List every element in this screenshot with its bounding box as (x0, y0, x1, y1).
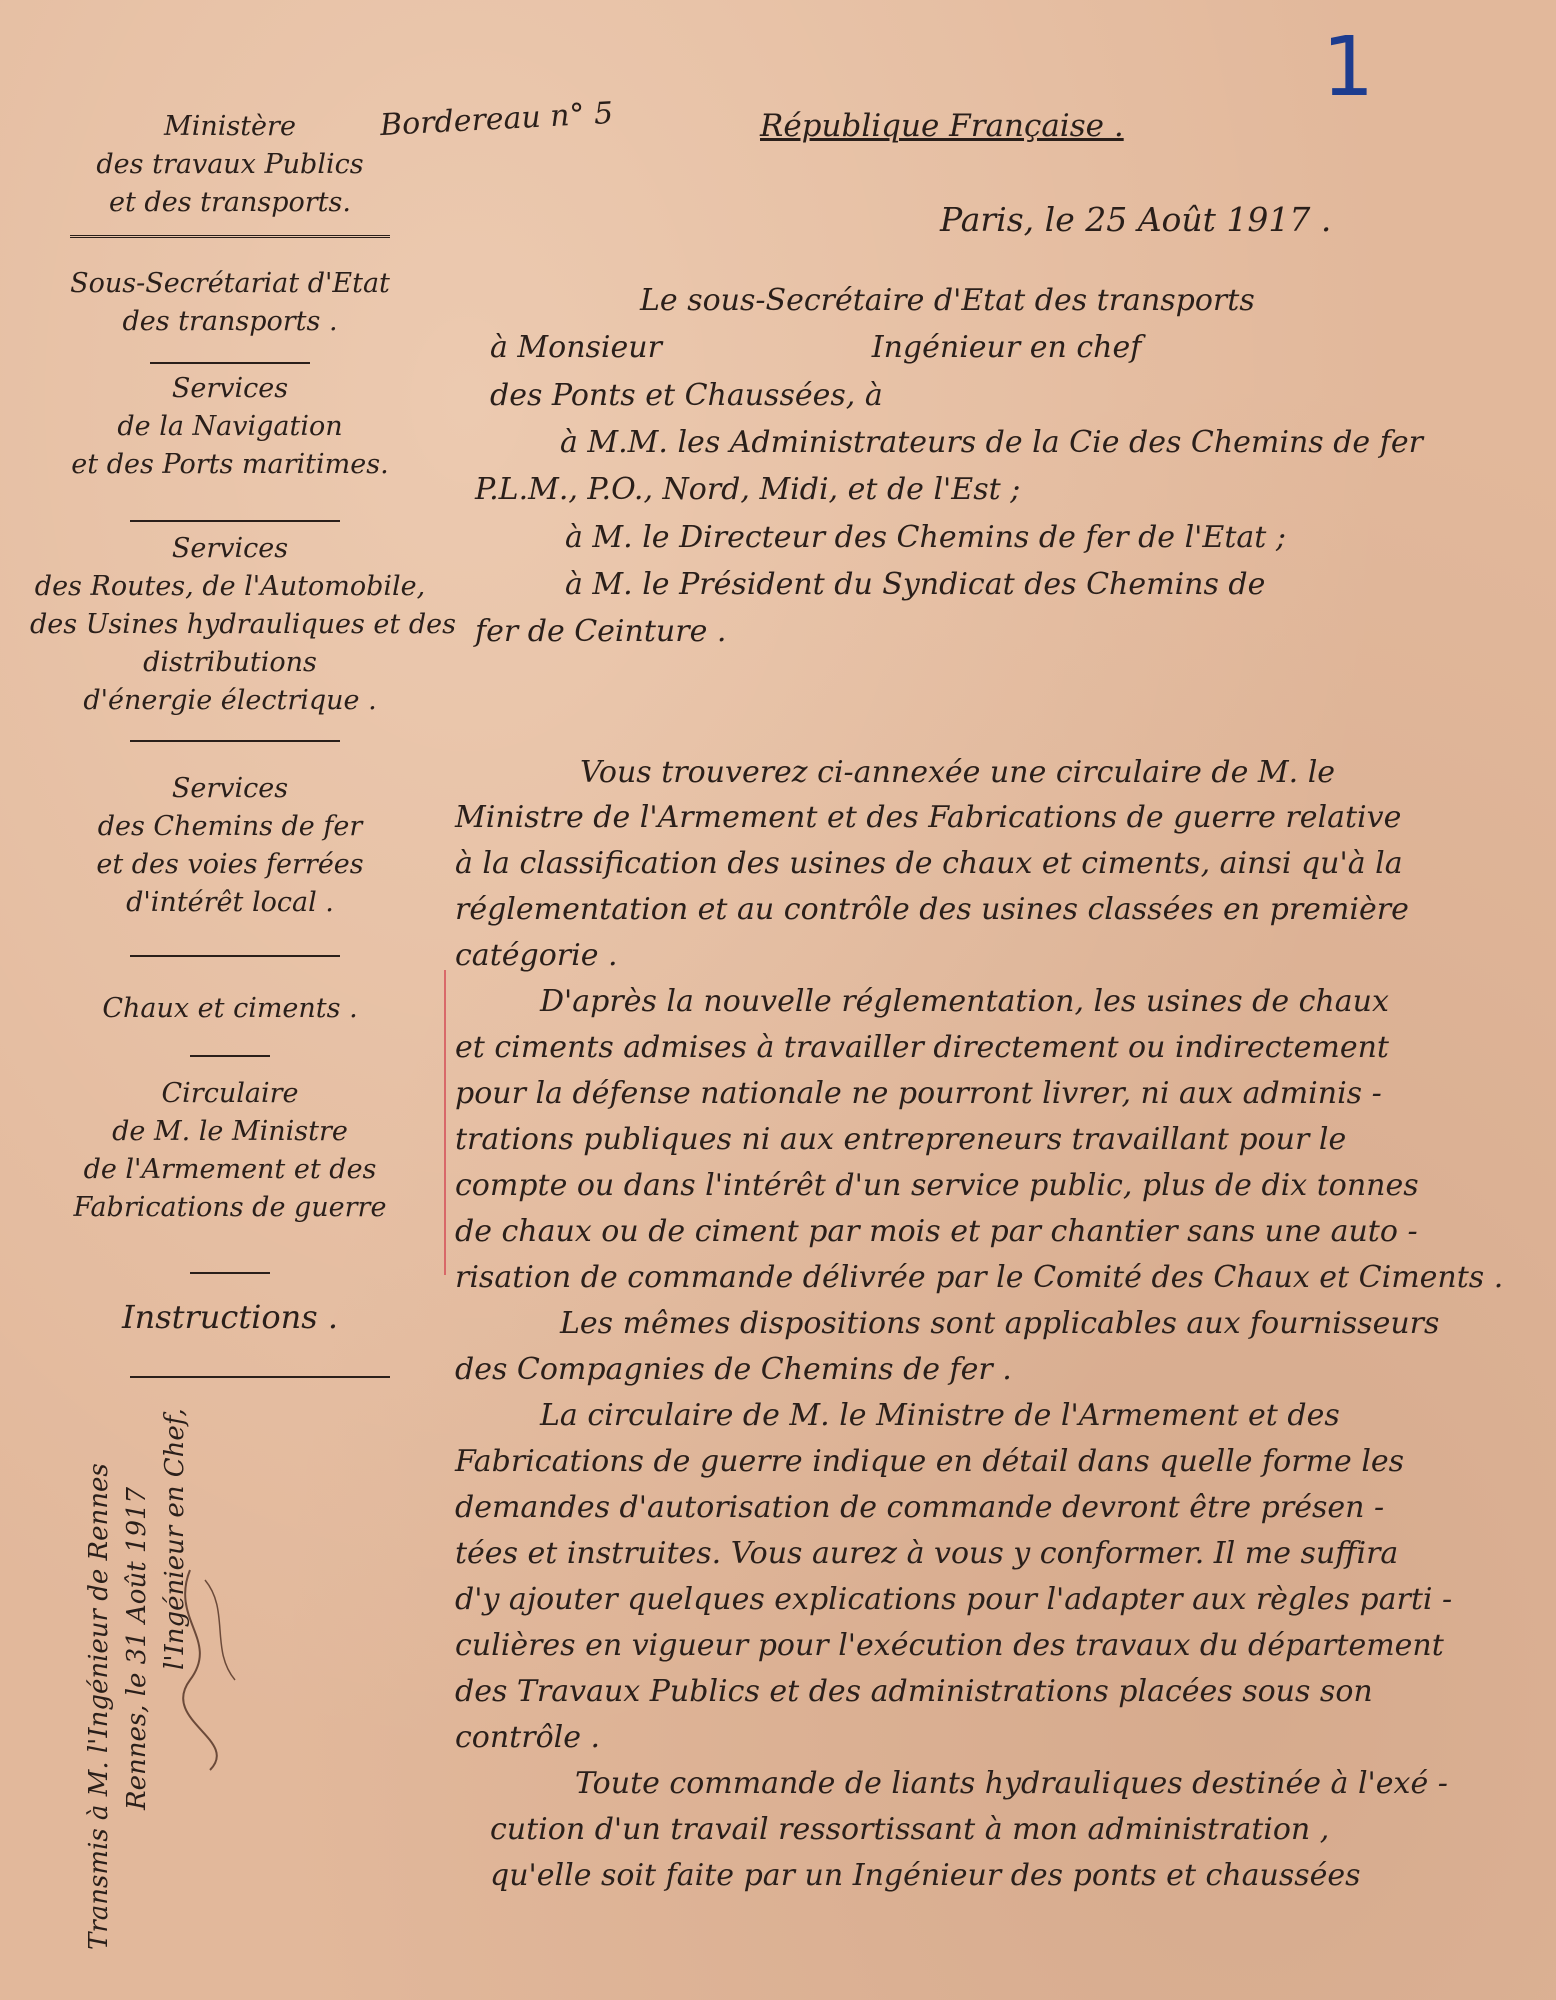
body-line: compte ou dans l'intérêt d'un service public, plus de dix tonnes (455, 1168, 1419, 1203)
address-line: à M.M. les Administrateurs de la Cie des Chemins de fer (560, 425, 1423, 460)
body-line: trations publiques ni aux entrepreneurs travaillant pour le (455, 1122, 1347, 1157)
margin-note-line: l'Ingénieur en Chef, (160, 1408, 190, 1670)
body-line: des Compagnies de Chemins de fer . (455, 1352, 1012, 1387)
services-line: et des Ports maritimes. (71, 449, 389, 480)
signature-mark (150, 1560, 270, 1780)
services-line: de la Navigation (117, 411, 343, 442)
services-line: d'intérêt local . (126, 887, 334, 918)
sous-secretariat (30, 265, 430, 341)
services-line: des Routes, de l'Automobile, (34, 571, 426, 602)
services-line: d'énergie électrique . (83, 685, 377, 716)
services-line: distributions (143, 647, 317, 678)
divider (190, 1272, 270, 1274)
body-line: Ministre de l'Armement et des Fabrications de guerre relative (455, 800, 1402, 835)
divider (130, 520, 340, 522)
body-line: Toute commande de liants hydrauliques destinée à l'exé - (575, 1766, 1448, 1801)
ministry-line: des travaux Publics (96, 149, 364, 180)
divider (70, 235, 390, 242)
services-line: Services (171, 773, 289, 804)
body-line: d'y ajouter quelques explications pour l'adapter aux règles parti - (455, 1582, 1453, 1617)
margin-note-line: Rennes, le 31 Août 1917 (122, 1486, 152, 1810)
services-line: et des voies ferrées (96, 849, 364, 880)
address-line: à Monsieur Ingénieur en chef (490, 330, 1142, 365)
ministry-line: Ministère (164, 111, 296, 142)
divider (130, 740, 340, 742)
body-line: réglementation et au contrôle des usines classées en première (455, 892, 1409, 927)
republique-header: République Française . (760, 108, 1124, 144)
ministry-line: et des transports. (109, 187, 351, 218)
body-line: contrôle . (455, 1720, 601, 1755)
address-line: P.L.M., P.O., Nord, Midi, et de l'Est ; (475, 472, 1021, 507)
red-margin-mark (444, 970, 446, 1275)
divider (130, 1376, 390, 1378)
circulaire-reference (30, 1075, 430, 1227)
services-routes (30, 530, 456, 720)
margin-note-line: Transmis à M. l'Ingénieur de Rennes (84, 1463, 114, 1950)
divider (190, 1055, 270, 1057)
body-line: Fabrications de guerre indique en détail dans quelle forme les (455, 1444, 1405, 1479)
circulaire-line: Circulaire (161, 1078, 299, 1109)
body-line: risation de commande délivrée par le Comité des Chaux et Ciments . (455, 1260, 1504, 1295)
body-line: tées et instruites. Vous aurez à vous y conformer. Il me suffira (455, 1536, 1399, 1571)
address-line: à M. le Président du Syndicat des Chemins de (565, 567, 1266, 602)
body-line: à la classification des usines de chaux et ciments, ainsi qu'à la (455, 846, 1403, 881)
instructions-label: Instructions . (121, 1298, 339, 1336)
body-line: Les mêmes dispositions sont applicables aux fournisseurs (560, 1306, 1440, 1341)
page-number: 1 (1322, 20, 1375, 115)
sous-secretariat-line: des transports . (122, 306, 338, 337)
address-line: Le sous-Secrétaire d'Etat des transports (640, 283, 1255, 318)
body-line: culières en vigueur pour l'exécution des travaux du département (455, 1628, 1444, 1663)
body-line: D'après la nouvelle réglementation, les usines de chaux (540, 984, 1389, 1019)
body-line: des Travaux Publics et des administrations placées sous son (455, 1674, 1373, 1709)
address-line: fer de Ceinture . (475, 614, 727, 649)
body-line: Vous trouverez ci-annexée une circulaire de M. le (580, 755, 1336, 790)
circulaire-line: de l'Armement et des (83, 1154, 377, 1185)
address-line: à M. le Directeur des Chemins de fer de l'Etat ; (565, 520, 1286, 555)
body-line: de chaux ou de ciment par mois et par chantier sans une auto - (455, 1214, 1418, 1249)
services-line: des Usines hydrauliques et des (30, 609, 456, 640)
address-line: des Ponts et Chaussées, à (490, 378, 883, 413)
bordereau-note: Bordereau n° 5 (379, 95, 614, 144)
divider (150, 362, 310, 364)
services-chemins (30, 770, 430, 922)
services-line: des Chemins de fer (97, 811, 363, 842)
body-line: catégorie . (455, 938, 618, 973)
body-line: La circulaire de M. le Ministre de l'Armement et des (540, 1398, 1340, 1433)
circulaire-line: de M. le Ministre (112, 1116, 348, 1147)
circulaire-line: Fabrications de guerre (73, 1192, 387, 1223)
date-line: Paris, le 25 Août 1917 . (940, 200, 1332, 239)
body-line: cution d'un travail ressortissant à mon administration , (490, 1812, 1330, 1847)
services-navigation (30, 370, 430, 484)
divider (130, 955, 340, 957)
body-line: et ciments admises à travailler directement ou indirectement (455, 1030, 1389, 1065)
sous-secretariat-line: Sous-Secrétariat d'Etat (70, 268, 390, 299)
body-line: pour la défense nationale ne pourront livrer, ni aux adminis - (455, 1076, 1382, 1111)
body-line: demandes d'autorisation de commande devront être présen - (455, 1490, 1385, 1525)
subject-chaux: Chaux et ciments . (102, 993, 358, 1024)
body-line: qu'elle soit faite par un Ingénieur des ponts et chaussées (490, 1858, 1361, 1893)
ministry-name (30, 108, 430, 222)
services-line: Services (171, 533, 289, 564)
services-line: Services (171, 373, 289, 404)
